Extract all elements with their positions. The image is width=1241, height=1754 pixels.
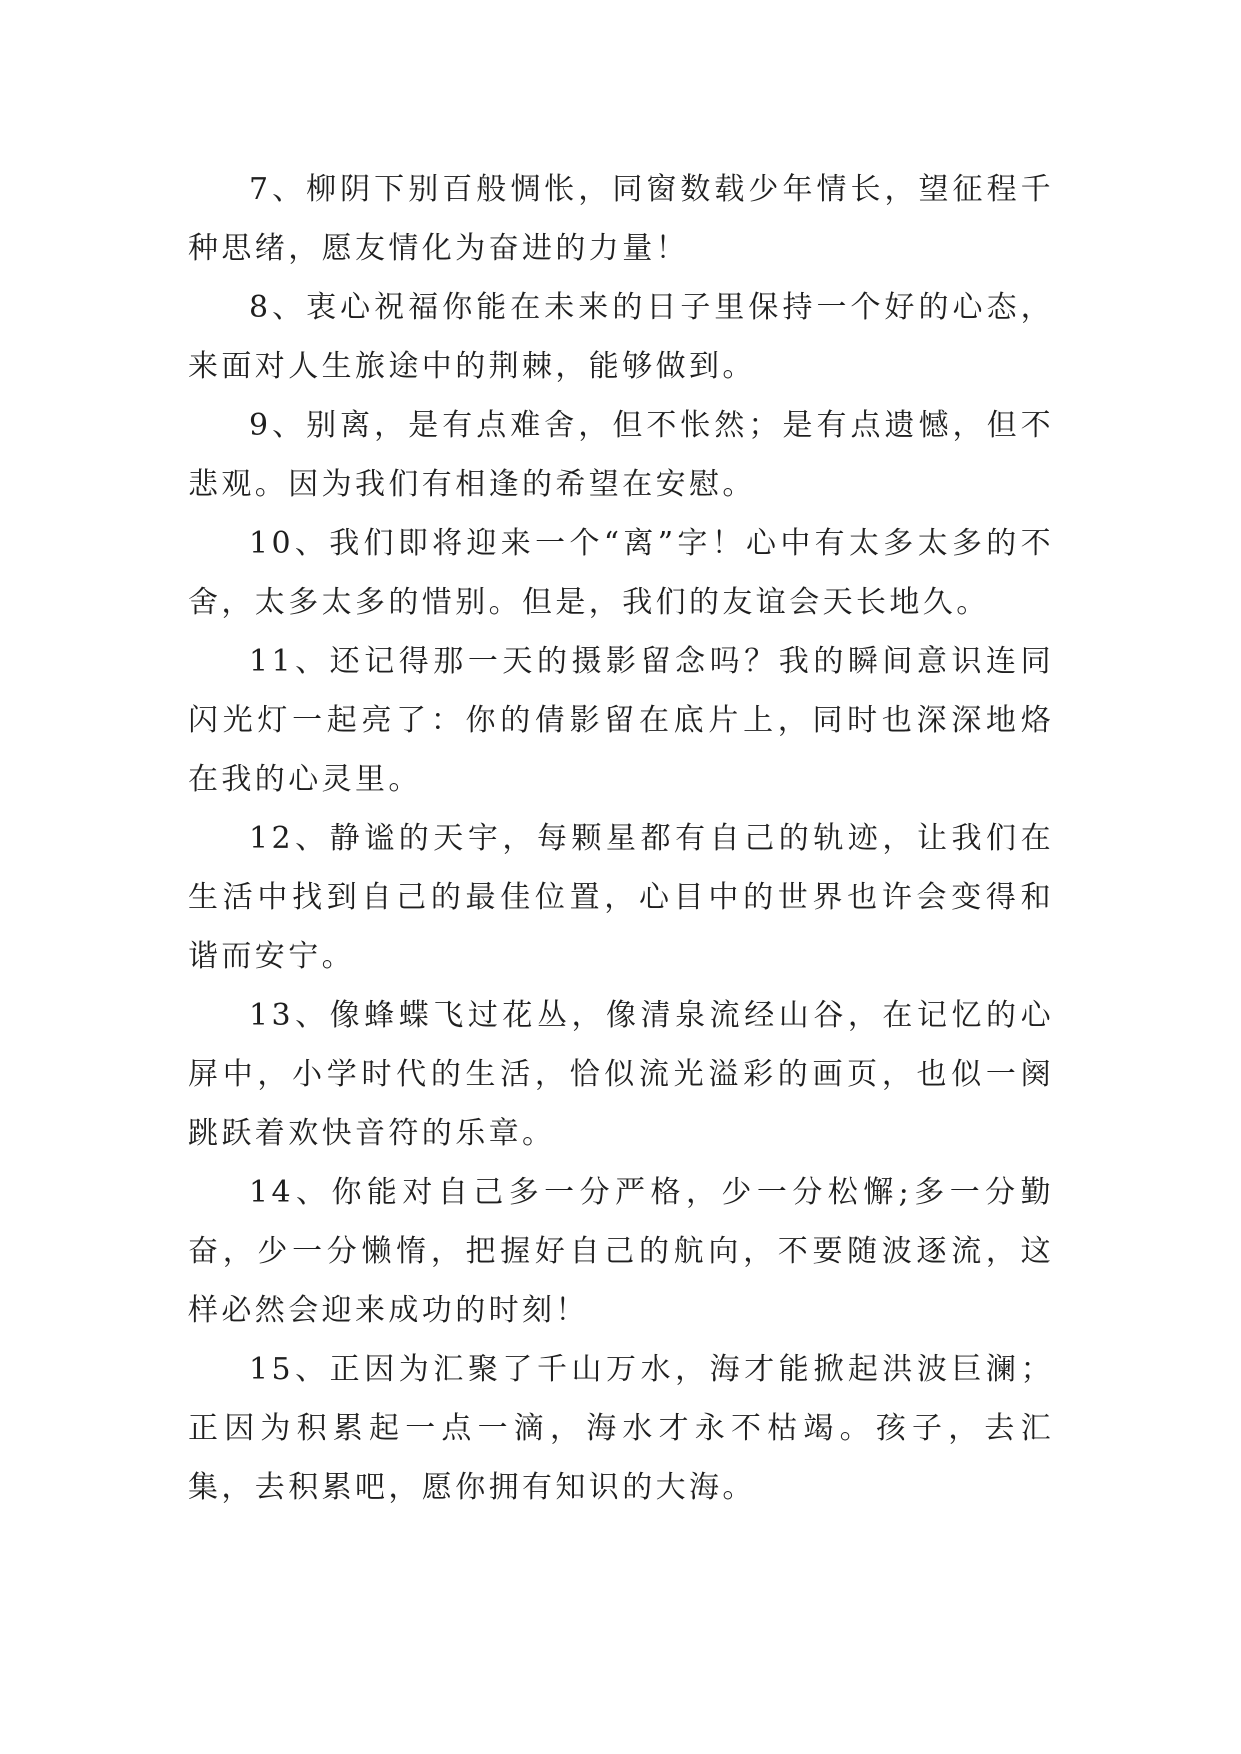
paragraph-7: 7、柳阴下别百般惆怅，同窗数载少年情长，望征程千种思绪，愿友情化为奋进的力量！ bbox=[188, 172, 1054, 266]
paragraph-11: 11、还记得那一天的摄影留念吗？我的瞬间意识连同闪光灯一起亮了：你的倩影留在底片上，同时也深深地烙在我的心灵里。 bbox=[188, 644, 1054, 797]
paragraph-12: 12、静谧的天宇，每颗星都有自己的轨迹，让我们在生活中找到自己的最佳位置，心目中的世界也许会变得和谐而安宁。 bbox=[188, 821, 1054, 974]
paragraph-13: 13、像蜂蝶飞过花丛，像清泉流经山谷，在记忆的心屏中，小学时代的生活，恰似流光溢彩的画页，也似一阕跳跃着欢快音符的乐章。 bbox=[188, 998, 1054, 1151]
paragraph-15: 15、正因为汇聚了千山万水，海才能掀起洪波巨澜；正因为积累起一点一滴，海水才永不枯竭。孩子，去汇集，去积累吧，愿你拥有知识的大海。 bbox=[188, 1352, 1054, 1505]
document-body bbox=[188, 160, 1054, 1517]
paragraph-14: 14、你能对自己多一分严格，少一分松懈;多一分勤奋，少一分懒惰，把握好自己的航向，不要随波逐流，这样必然会迎来成功的时刻！ bbox=[188, 1175, 1054, 1328]
paragraph-8: 8、衷心祝福你能在未来的日子里保持一个好的心态，来面对人生旅途中的荆棘，能够做到。 bbox=[188, 290, 1054, 384]
paragraph-10: 10、我们即将迎来一个“离”字！心中有太多太多的不舍，太多太多的惜别。但是，我们的友谊会天长地久。 bbox=[188, 526, 1054, 620]
paragraph-9: 9、别离，是有点难舍，但不怅然；是有点遗憾，但不悲观。因为我们有相逢的希望在安慰。 bbox=[188, 408, 1054, 502]
